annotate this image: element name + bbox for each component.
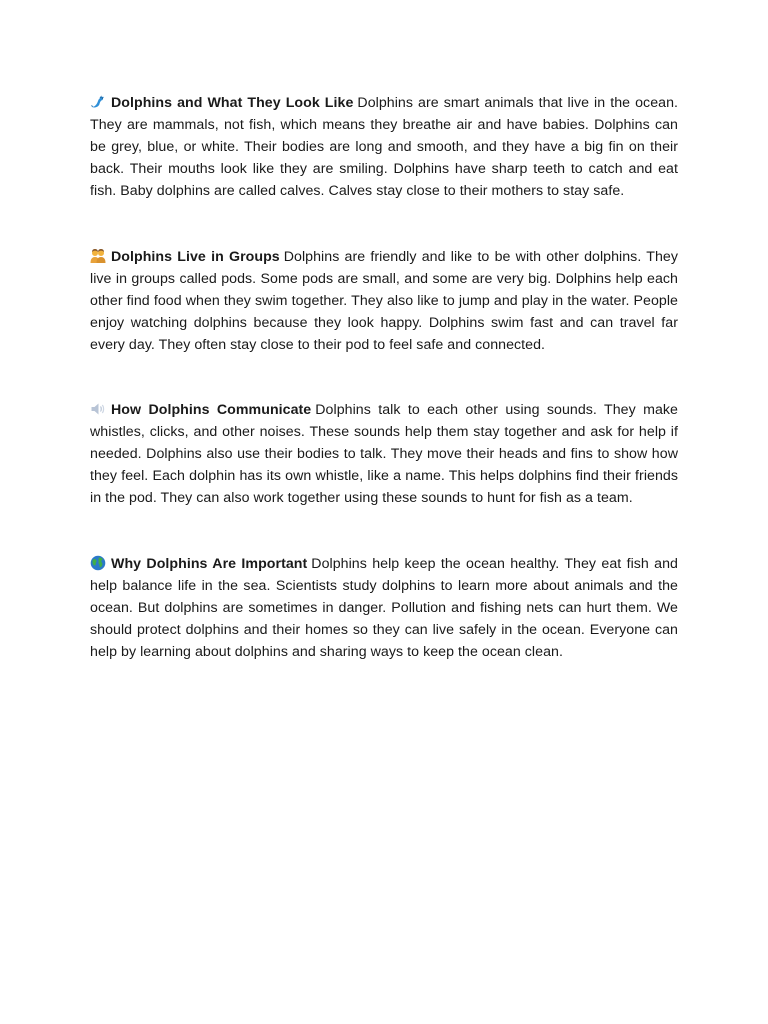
section-heading: Why Dolphins Are Important xyxy=(111,556,308,572)
section-body: Dolphins help keep the ocean healthy. They eat fish and help balance life in the sea. Scientists study dolphins to learn more about animals and the ocean. But dolphins are sometimes in danger. Pollution and fishing nets can hurt them. We should protect dolphins and their homes so they can live safely in the ocean. Everyone can help by learning about dolphins and sharing ways to keep the ocean clean. xyxy=(90,556,678,660)
section-heading: Dolphins and What They Look Like xyxy=(111,95,354,111)
people-group-icon xyxy=(90,248,106,264)
section-groups xyxy=(90,246,678,356)
section-body: Dolphins talk to each other using sounds. They make whistles, clicks, and other noises. These sounds help them stay together and ask for help if needed. Dolphins also use their bodies to talk. They move their heads and fins to show how they feel. Each dolphin has its own whistle, like a name. This helps dolphins find their friends in the pod. They can also work together using these sounds to hunt for fish as a team. xyxy=(90,402,678,506)
section-communicate xyxy=(90,399,678,509)
document-page xyxy=(90,92,678,707)
section-appearance xyxy=(90,92,678,202)
section-heading: How Dolphins Communicate xyxy=(111,402,312,418)
section-body: Dolphins are smart animals that live in the ocean. They are mammals, not fish, which means they breathe air and have babies. Dolphins can be grey, blue, or white. Their bodies are long and smooth, and they have a big fin on their back. Their mouths look like they are smiling. Dolphins have sharp teeth to catch and eat fish. Baby dolphins are called calves. Calves stay close to their mothers to stay safe. xyxy=(90,95,679,199)
section-importance xyxy=(90,553,678,663)
speaker-icon xyxy=(90,401,106,417)
globe-icon xyxy=(90,555,106,571)
section-body: Dolphins are friendly and like to be with other dolphins. They live in groups called pods. Some pods are small, and some are very big. Dolphins help each other find food when they swim together. They also like to jump and play in the water. People enjoy watching dolphins because they look happy. Dolphins swim fast and can travel far every day. They often stay close to their pod to feel safe and connected. xyxy=(90,249,678,353)
section-heading: Dolphins Live in Groups xyxy=(111,249,280,265)
dolphin-icon xyxy=(90,94,106,110)
